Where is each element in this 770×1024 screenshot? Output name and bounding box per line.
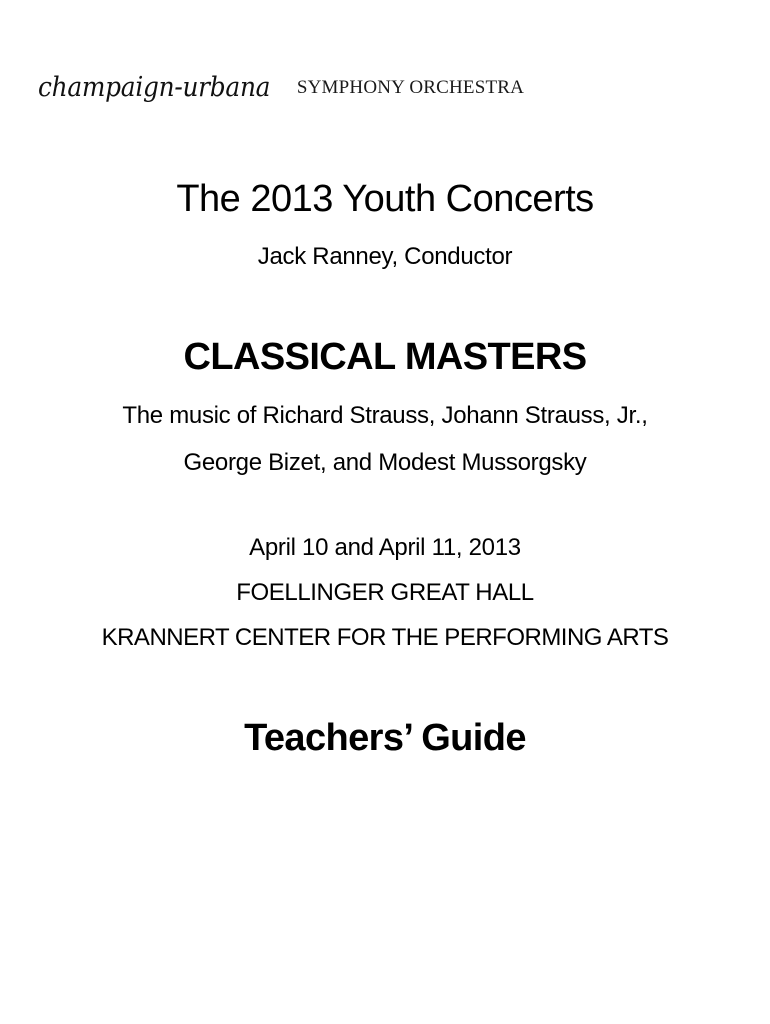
logo-script-text: champaign-urbana (38, 72, 271, 103)
event-dates: April 10 and April 11, 2013 (249, 534, 521, 561)
program-description-line-1: The music of Richard Strauss, Johann Strauss, Jr., (122, 402, 648, 429)
conductor-line: Jack Ranney, Conductor (257, 243, 513, 270)
event-hall: FOELLINGER GREAT HALL (236, 579, 534, 606)
program-description-line-2: George Bizet, and Modest Mussorgsky (183, 449, 587, 476)
program-title: CLASSICAL MASTERS (183, 336, 587, 378)
orchestra-logo (38, 72, 524, 103)
logo-orchestra-text: SYMPHONY ORCHESTRA (296, 77, 525, 98)
guide-title: Teachers’ Guide (244, 717, 526, 759)
event-venue: KRANNERT CENTER FOR THE PERFORMING ARTS (101, 624, 669, 651)
concert-title: The 2013 Youth Concerts (176, 178, 594, 220)
